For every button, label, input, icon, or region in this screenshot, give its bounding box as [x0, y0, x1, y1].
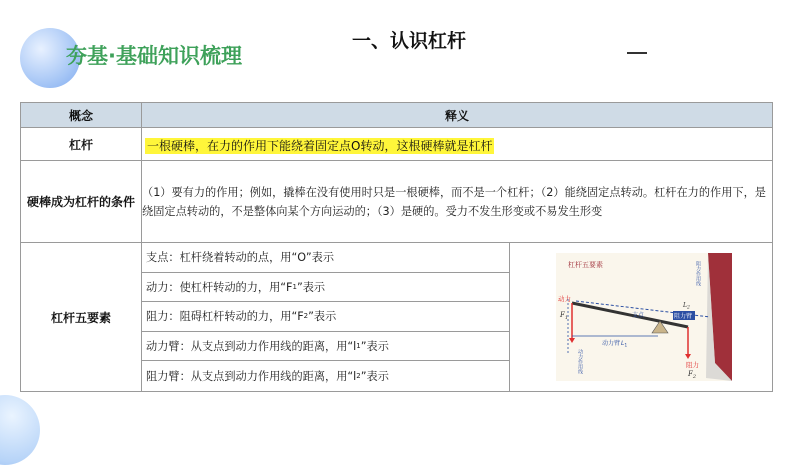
list-item: 动力臂：从支点到动力作用线的距离，用“l 1 ”表示	[142, 332, 509, 362]
fulcrum-label: 支点	[632, 312, 645, 319]
f1-symbol: $F_1$	[560, 311, 569, 321]
effort-line-label: 动力作用线	[577, 349, 583, 374]
row-label: 杠杆	[21, 128, 142, 161]
table-row	[21, 161, 773, 243]
list-item: 支点：杠杆绕着转动的点，用“O”表示	[142, 243, 509, 273]
five-elements-cell	[142, 243, 773, 392]
header-concept: 概念	[21, 103, 142, 128]
load-arm-label: 阻力臂	[674, 313, 693, 320]
five-elements-list	[142, 243, 510, 391]
title-divider	[627, 52, 647, 54]
decor-blob	[0, 395, 40, 465]
f2-symbol: $F_2$	[688, 370, 697, 380]
header-explanation: 释义	[142, 103, 773, 128]
list-item: 阻力：阻碍杠杆转动的力，用“F 2 ”表示	[142, 302, 509, 332]
row-content	[142, 128, 773, 161]
row-label: 杠杆五要素	[21, 243, 142, 392]
effort-label: 动力	[558, 295, 571, 303]
page-title: 一、认识杠杆	[352, 30, 467, 52]
effort-arm-label: 动力臂$L_1$	[602, 340, 628, 349]
table-row	[21, 243, 773, 392]
list-item: 阻力臂：从支点到动力作用线的距离，用“l 2 ”表示	[146, 370, 389, 384]
row-label: 硬棒成为杠杆的条件	[21, 161, 142, 243]
section-title: 夯基·基础知识梳理	[66, 44, 242, 68]
lever-diagram	[510, 243, 772, 391]
table-header-row	[21, 103, 773, 128]
load-line-label: 阻力作用线	[695, 261, 701, 286]
lever-definition: 一根硬棒，在力的作用下能绕着固定点O转动，这根硬棒就是杠杆	[147, 138, 493, 153]
lever-diagram-svg	[510, 243, 772, 391]
list-item: 动力：使杠杆转动的力，用“F 1 ”表示	[142, 273, 509, 303]
diagram-title: 杠杆五要素	[568, 261, 603, 269]
l2-symbol: $L_2$	[683, 302, 690, 311]
conditions-text: （1）要有力的作用；例如，撬棒在没有使用时只是一根硬棒，而不是一个杠杆；（2）能绕固定点转动。杠杆在力的作用下，是绕固定点转动的，不是整体向某个方向运动的；（3）是硬的。受力不发生形变或不易发生形变	[142, 161, 773, 243]
table-row	[21, 128, 773, 161]
concept-table	[20, 102, 773, 392]
load-label: 阻力	[686, 361, 699, 369]
